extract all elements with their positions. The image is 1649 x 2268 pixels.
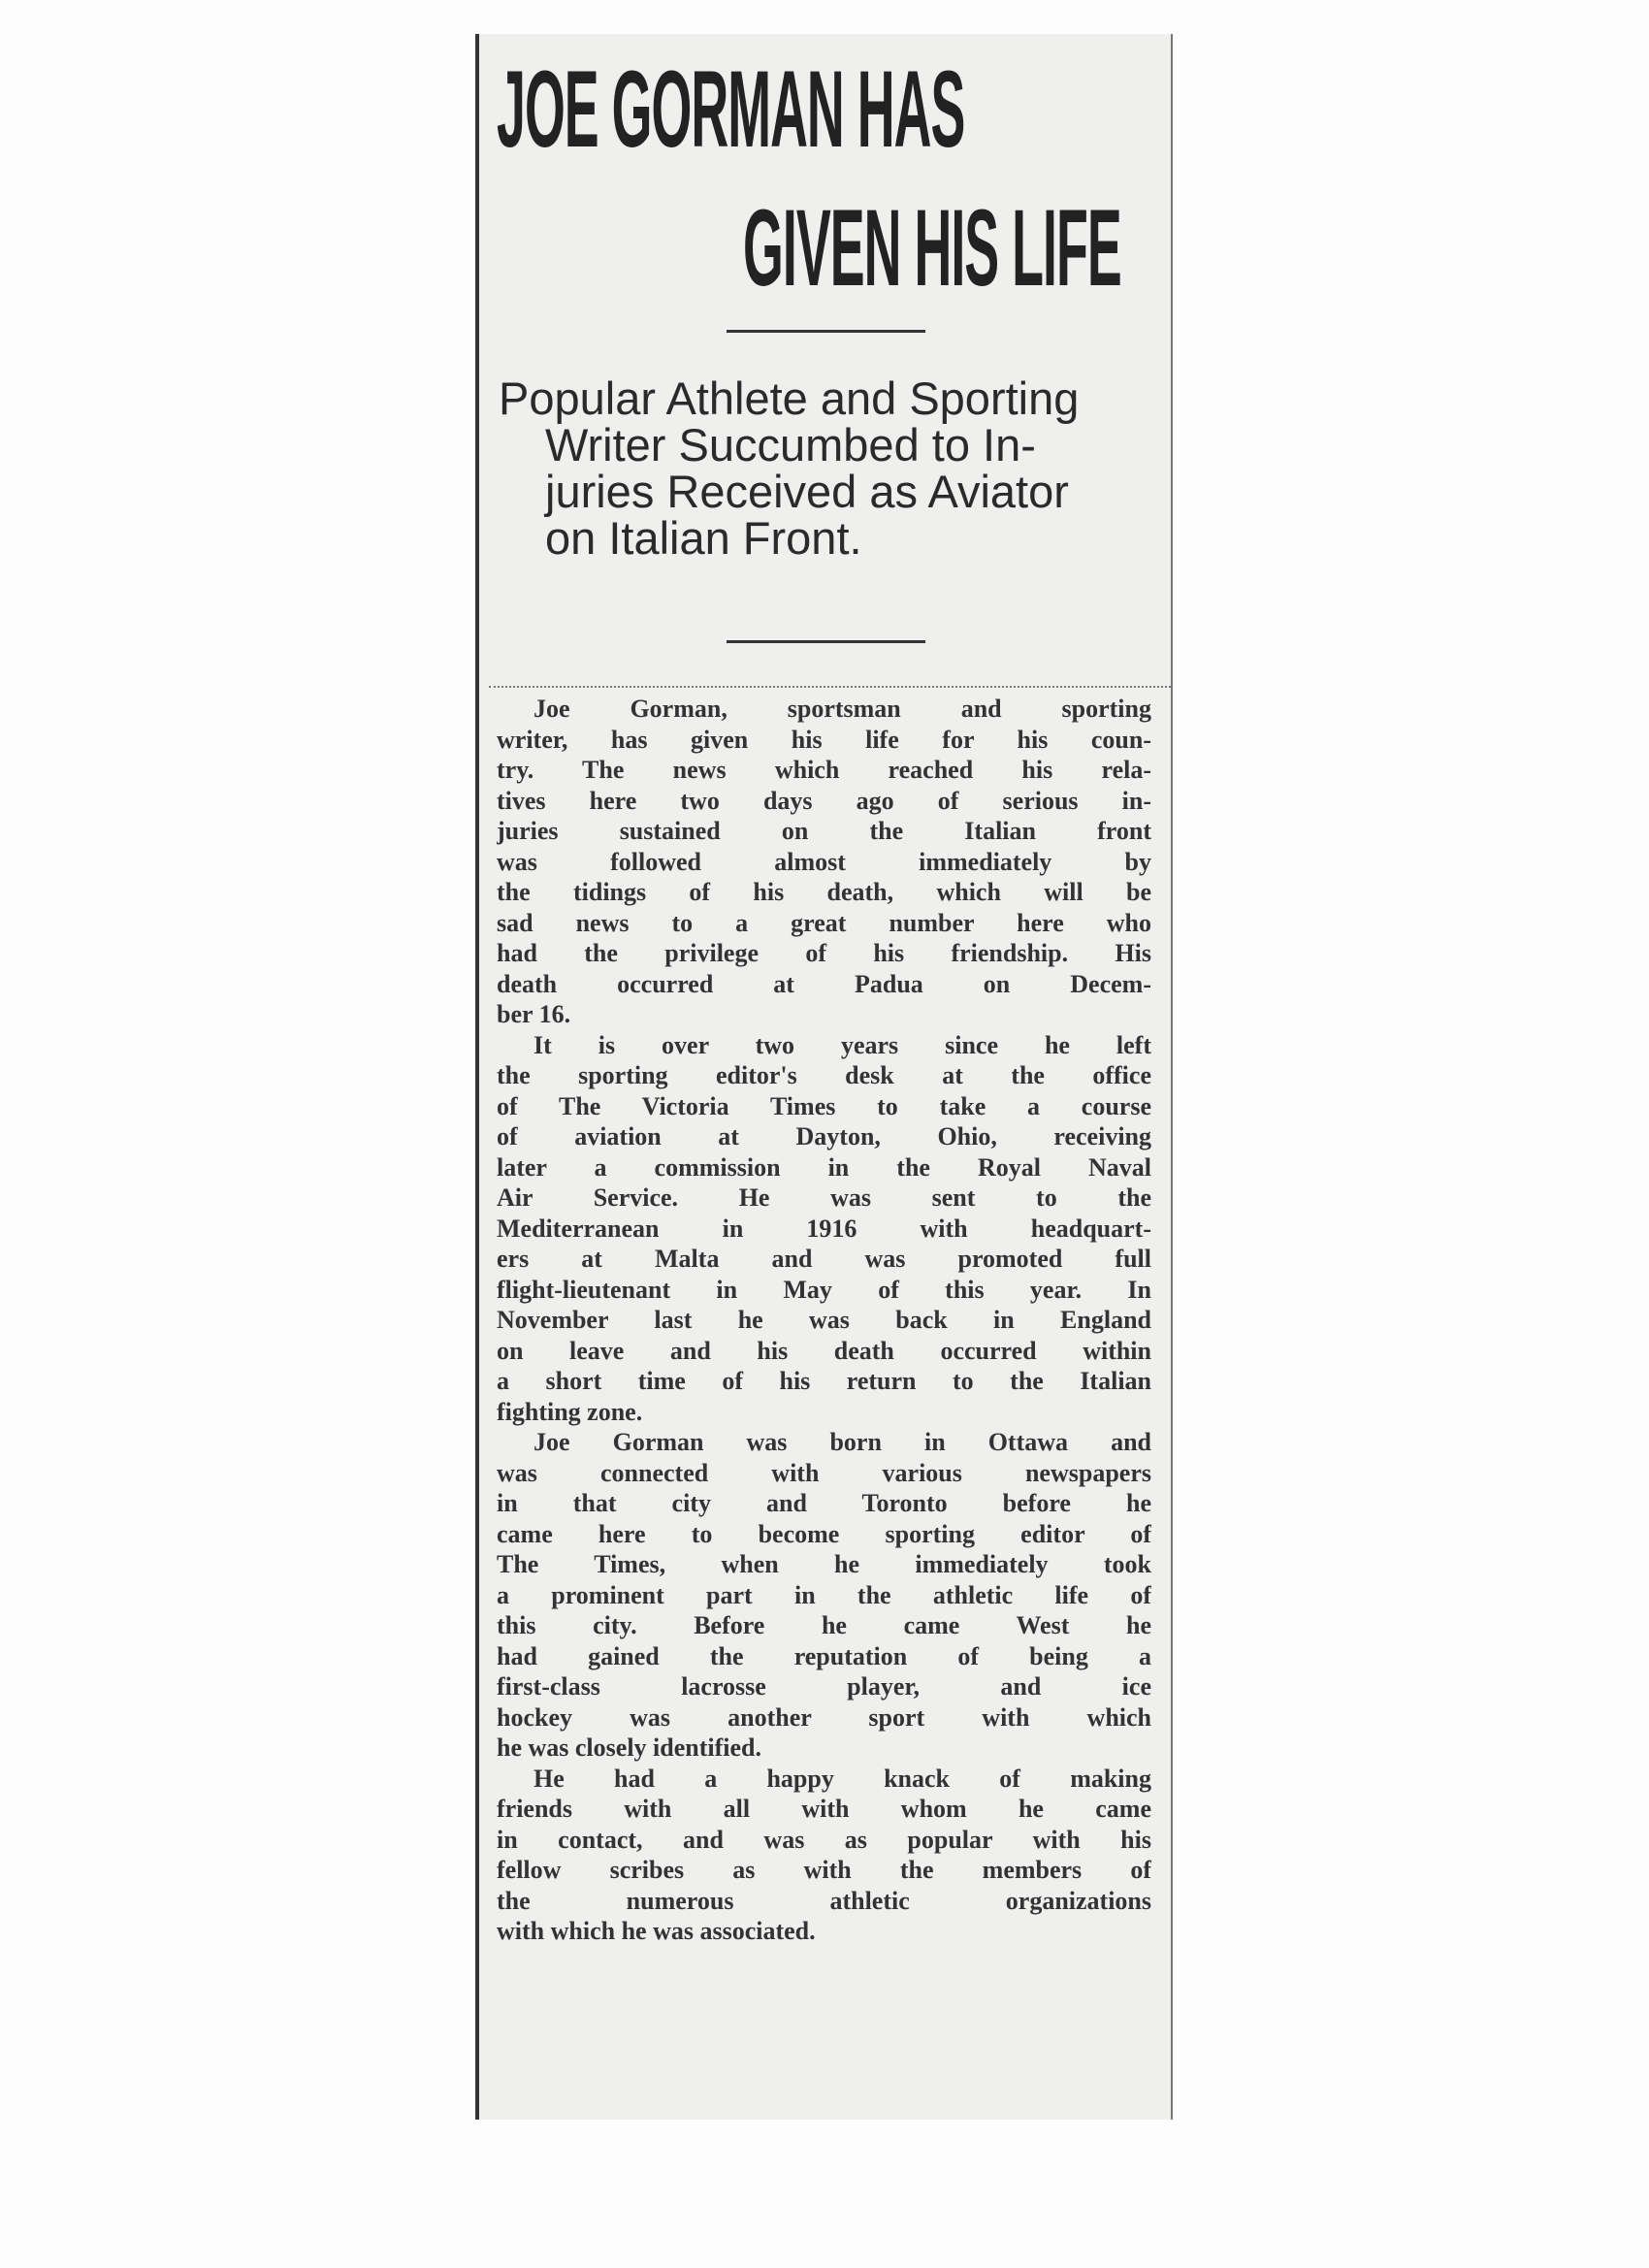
- subheadline-line: Popular Athlete and Sporting: [499, 373, 1080, 424]
- article-line: fighting zone.: [497, 1397, 643, 1426]
- newspaper-clipping: [475, 34, 1173, 2120]
- subheadline-line: on Italian Front.: [545, 512, 862, 564]
- divider-rule: [727, 640, 925, 643]
- article-line: ber 16.: [497, 1000, 571, 1028]
- article-line: friends with all with whom he came: [497, 1795, 1151, 1823]
- article-line: later a commission in the Royal Naval: [497, 1152, 1151, 1182]
- dotted-divider: [489, 686, 1171, 688]
- article-line: a short time of his return to the Italian: [497, 1367, 1151, 1395]
- article-line: of aviation at Dayton, Ohio, receiving: [497, 1122, 1151, 1150]
- article-line: was followed almost immediately by: [497, 847, 1151, 876]
- headline-line-2: GIVEN HIS LIFE: [743, 187, 1121, 308]
- article-line: Joe Gorman was born in Ottawa and: [534, 1428, 1151, 1456]
- article-line: November last he was back in England: [497, 1306, 1151, 1334]
- article-line: the numerous athletic organizations: [497, 1886, 1151, 1915]
- article-line: a prominent part in the athletic life of: [497, 1580, 1151, 1609]
- article-line: came here to become sporting editor of: [497, 1519, 1151, 1548]
- article-line: this city. Before he came West he: [497, 1611, 1151, 1639]
- headline-line-1: JOE GORMAN HAS: [497, 49, 965, 170]
- article-line: was connected with various newspapers: [497, 1458, 1151, 1487]
- article-line: Joe Gorman, sportsman and sporting: [534, 695, 1151, 723]
- article-line: The Times, when he immediately took: [497, 1550, 1151, 1578]
- article-line: had gained the reputation of being a: [497, 1641, 1151, 1670]
- article-line: sad news to a great number here who: [497, 908, 1151, 937]
- article-line: fellow scribes as with the members of: [497, 1856, 1151, 1884]
- article-line: the tidings of his death, which will be: [497, 878, 1151, 906]
- article-line: He had a happy knack of making: [534, 1764, 1151, 1793]
- article-line: in that city and Toronto before he: [497, 1489, 1151, 1517]
- subheadline-line: juries Received as Aviator: [545, 466, 1069, 517]
- article-line: in contact, and was as popular with his: [497, 1825, 1151, 1854]
- subheadline-line: Writer Succumbed to In-: [545, 419, 1036, 470]
- article-line: tives here two days ago of serious in-: [497, 786, 1151, 815]
- article-line: Air Service. He was sent to the: [497, 1183, 1151, 1212]
- article-line: he was closely identified.: [497, 1733, 761, 1762]
- article-line: of The Victoria Times to take a course: [497, 1091, 1151, 1120]
- article-line: It is over two years since he left: [534, 1030, 1151, 1059]
- article-line: death occurred at Padua on Decem-: [497, 969, 1151, 998]
- article-line: flight-lieutenant in May of this year. In: [497, 1275, 1151, 1304]
- article-line: juries sustained on the Italian front: [497, 817, 1151, 845]
- subheadline: [499, 375, 1148, 562]
- article-line: ers at Malta and was promoted full: [497, 1245, 1151, 1273]
- article-line: Mediterranean in 1916 with headquart-: [497, 1214, 1151, 1243]
- divider-rule: [727, 330, 925, 333]
- article-line: the sporting editor's desk at the office: [497, 1061, 1151, 1089]
- article-body: [497, 694, 1151, 1947]
- article-line: first-class lacrosse player, and ice: [497, 1672, 1151, 1701]
- article-line: on leave and his death occurred within: [497, 1336, 1151, 1365]
- article-line: hockey was another sport with which: [497, 1702, 1151, 1732]
- article-line: try. The news which reached his rela-: [497, 756, 1151, 784]
- article-line: with which he was associated.: [497, 1917, 816, 1945]
- article-line: writer, has given his life for his coun-: [497, 725, 1151, 754]
- article-line: had the privilege of his friendship. His: [497, 939, 1151, 967]
